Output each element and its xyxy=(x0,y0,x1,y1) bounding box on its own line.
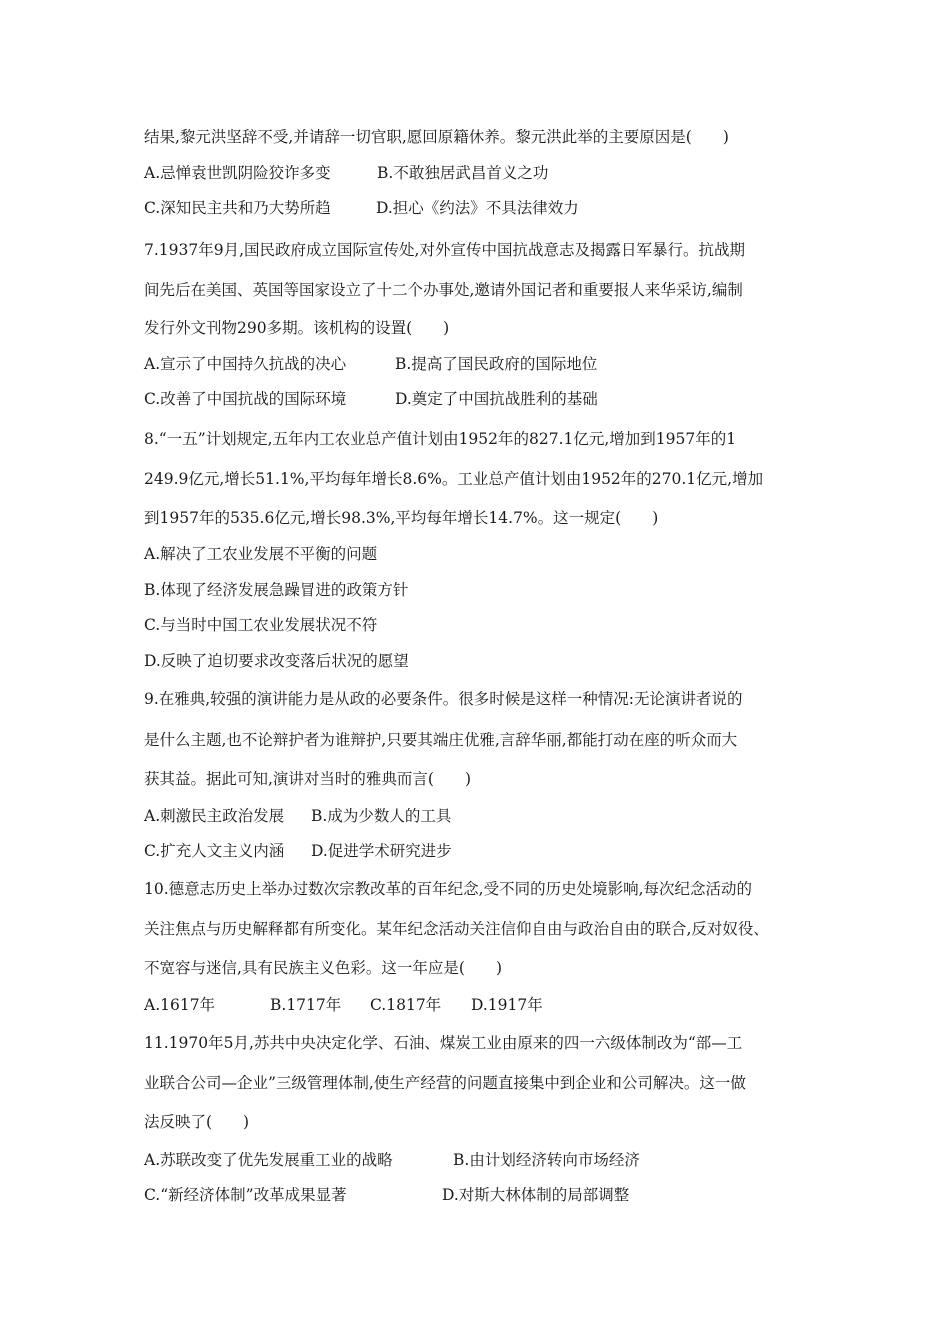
q7-stem-line-1: 7.1937年9月,国民政府成立国际宣传处,对外宣传中国抗战意志及揭露日军暴行。抗战期 xyxy=(144,241,745,259)
q10-option-c[interactable]: C.1817年 xyxy=(370,996,442,1014)
q9-stem-line-2: 是什么主题,也不论辩护者为谁辩护,只要其端庄优雅,言辞华丽,都能打动在座的听众而大 xyxy=(144,731,738,749)
q10-option-b[interactable]: B.1717年 xyxy=(270,996,342,1014)
q6-option-c[interactable]: C.深知民主共和乃大势所趋 xyxy=(144,199,331,217)
q7-options-row-1 xyxy=(144,354,598,374)
q6-option-b[interactable]: B.不敢独居武昌首义之功 xyxy=(377,164,549,182)
q8-option-c[interactable]: C.与当时中国工农业发展状况不符 xyxy=(144,616,378,634)
q8-stem-line-3: 到1957年的535.6亿元,增长98.3%,平均每年增长14.7%。这一规定( ) xyxy=(144,509,659,527)
q10-stem-line-1: 10.德意志历史上举办过数次宗教改革的百年纪念,受不同的历史处境影响,每次纪念活动的 xyxy=(144,880,753,898)
q8-option-b[interactable]: B.体现了经济发展急躁冒进的政策方针 xyxy=(144,581,409,599)
q11-options-row-2 xyxy=(144,1185,630,1205)
q11-stem-line-3: 法反映了( ) xyxy=(144,1113,250,1131)
q11-option-d[interactable]: D.对斯大林体制的局部调整 xyxy=(442,1186,630,1204)
q6-stem-tail: 结果,黎元洪坚辞不受,并请辞一切官职,愿回原籍休养。黎元洪此举的主要原因是( ) xyxy=(144,128,729,146)
q9-options-row-1 xyxy=(144,806,452,826)
q9-option-c[interactable]: C.扩充人文主义内涵 xyxy=(144,842,285,860)
q10-option-d[interactable]: D.1917年 xyxy=(471,996,543,1014)
q7-option-b[interactable]: B.提高了国民政府的国际地位 xyxy=(395,355,598,373)
q9-option-d[interactable]: D.促进学术研究进步 xyxy=(311,842,452,860)
q9-stem-line-1: 9.在雅典,较强的演讲能力是从政的必要条件。很多时候是这样一种情况:无论演讲者说的 xyxy=(144,690,743,708)
q11-option-b[interactable]: B.由计划经济转向市场经济 xyxy=(453,1151,640,1169)
q8-stem-line-1: 8.“一五”计划规定,五年内工农业总产值计划由1952年的827.1亿元,增加到1957年的1 xyxy=(144,430,737,448)
q9-option-a[interactable]: A.刺激民主政治发展 xyxy=(144,807,285,825)
q6-option-d[interactable]: D.担心《约法》不具法律效力 xyxy=(376,199,579,217)
q11-option-a[interactable]: A.苏联改变了优先发展重工业的战略 xyxy=(144,1151,393,1169)
q8-stem-line-2: 249.9亿元,增长51.1%,平均每年增长8.6%。工业总产值计划由1952年的270.1亿元,增加 xyxy=(144,470,764,488)
q6-option-a[interactable]: A.忌惮袁世凯阴险狡诈多变 xyxy=(144,164,331,182)
q10-options-row xyxy=(144,995,543,1015)
q6-options-row-1 xyxy=(144,163,549,183)
q7-option-a[interactable]: A.宣示了中国持久抗战的决心 xyxy=(144,355,347,373)
q7-stem-line-3: 发行外文刊物290多期。该机构的设置( ) xyxy=(144,319,450,337)
q6-options-row-2 xyxy=(144,198,579,218)
q10-stem-line-2: 关注焦点与历史解释都有所变化。某年纪念活动关注信仰自由与政治自由的联合,反对奴役、 xyxy=(144,920,769,938)
q10-stem-line-3: 不宽容与迷信,具有民族主义色彩。这一年应是( ) xyxy=(144,959,503,977)
q8-option-d[interactable]: D.反映了迫切要求改变落后状况的愿望 xyxy=(144,652,409,670)
q7-option-c[interactable]: C.改善了中国抗战的国际环境 xyxy=(144,390,347,408)
q8-option-a[interactable]: A.解决了工农业发展不平衡的问题 xyxy=(144,545,378,563)
q11-option-c[interactable]: C.“新经济体制”改革成果显著 xyxy=(144,1186,347,1204)
q11-stem-line-1: 11.1970年5月,苏共中央决定化学、石油、煤炭工业由原来的四一六级体制改为“部—工 xyxy=(144,1034,743,1052)
q9-options-row-2 xyxy=(144,841,452,861)
q10-option-a[interactable]: A.1617年 xyxy=(144,996,216,1014)
q7-stem-line-2: 间先后在美国、英国等国家设立了十二个办事处,邀请外国记者和重要报人来华采访,编制 xyxy=(144,281,743,299)
q11-stem-line-2: 业联合公司—企业”三级管理体制,使生产经营的问题直接集中到企业和公司解决。这一做 xyxy=(144,1074,746,1092)
q11-options-row-1 xyxy=(144,1150,640,1170)
q7-options-row-2 xyxy=(144,389,598,409)
q9-stem-line-3: 获其益。据此可知,演讲对当时的雅典而言( ) xyxy=(144,770,472,788)
q9-option-b[interactable]: B.成为少数人的工具 xyxy=(311,807,452,825)
q7-option-d[interactable]: D.奠定了中国抗战胜利的基础 xyxy=(395,390,598,408)
